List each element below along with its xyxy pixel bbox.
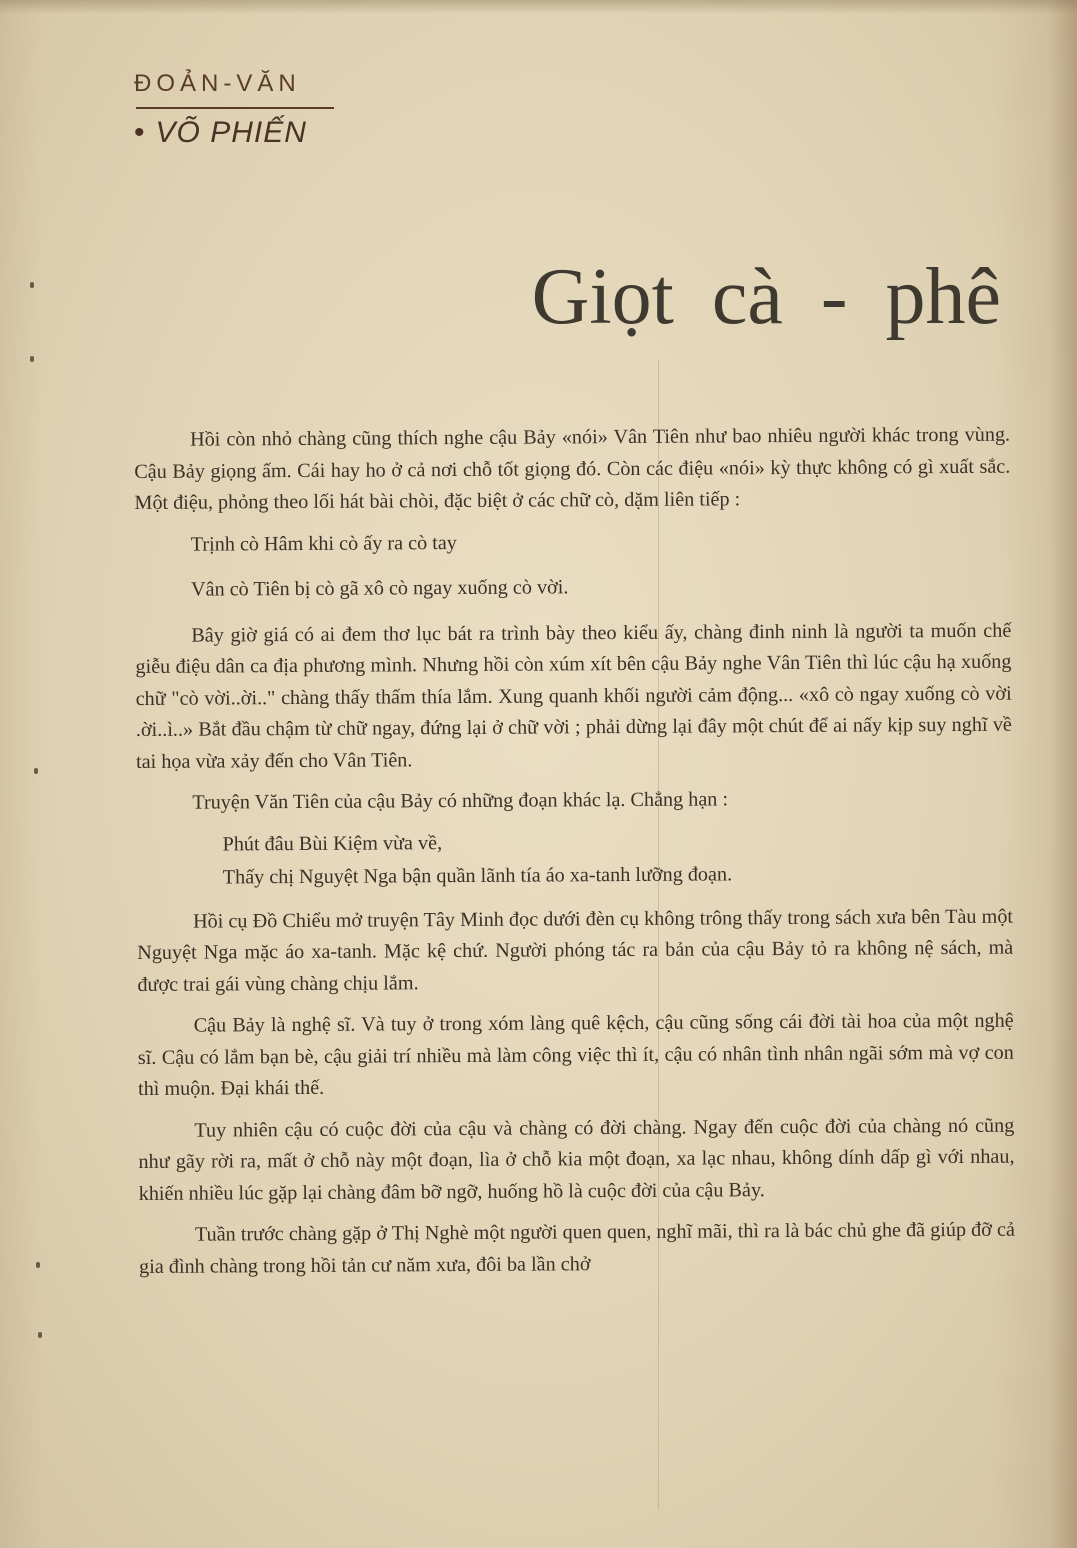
section-label: ĐOẢN-VĂN (134, 70, 301, 97)
verse-line: Vân cò Tiên bị cò gã xô cò ngay xuống cò vời. (190, 576, 569, 601)
paragraph: Hồi còn nhỏ chàng cũng thích nghe cậu Bảy «nói» Vân Tiên như bao nhiêu người khác trong vùng. Cậu Bảy giọng ấm. Cái hay ho ở cả nơi chỗ tốt giọng đó. Còn các điệu «nói» kỳ thực không có gì xuất sắc. Một điệu, phỏng theo lối hát bài chòi, đặc biệt ở các chữ cò, dặm liên tiếp : (134, 423, 1011, 514)
story-body (134, 420, 1015, 1293)
paragraph: Tuy nhiên cậu có cuộc đời của cậu và chàng có đời chàng. Ngay đến cuộc đời của chàng nó cũng như gãy rời ra, mất ở chỗ này một đoạn, lìa ở chỗ kia một đoạn, xa lạc nhau, không dính dấp gì với nhau, khiến nhiều lúc gặp lại chàng đâm bỡ ngỡ, huống hồ là cuộc đời của cậu Bảy. (138, 1114, 1015, 1205)
edge-mark (30, 282, 34, 288)
author-bullet: • (134, 116, 146, 149)
page-right-shadow (1049, 0, 1077, 1548)
paragraph: Hồi cụ Đồ Chiểu mở truyện Tây Minh đọc dưới đèn cụ không trông thấy trong sách xưa bên Tàu một Nguyệt Nga mặc áo xa-tanh. Mặc kệ chứ. Người phóng tác ra bản của cậu Bảy tỏ ra không nệ sách, mà được trai gái vùng chàng chịu lắm. (137, 905, 1014, 996)
author-byline (134, 116, 307, 150)
edge-mark (38, 1332, 42, 1338)
paragraph: Bây giờ giá có ai đem thơ lục bát ra trình bày theo kiểu ấy, chàng đinh ninh là người ta muốn chế giễu điệu dân ca địa phương mình. Nhưng hồi còn xúm xít bên cậu Bảy nghe Vân Tiên thì lúc cậu hạ xuống chữ "cò vời..ời.." chàng thấy thấm thía lắm. Xung quanh khối người cảm động... «xô cò ngay xuống cò vời .ời..ì..» Bắt đầu chậm từ chữ ngay, đứng lại ở chữ vời ; phải dừng lại đây một chút để ai nấy kịp suy nghĩ về tai họa vừa xảy đến cho Vân Tiên. (135, 619, 1012, 773)
paragraph: Cậu Bảy là nghệ sĩ. Và tuy ở trong xóm làng quê kệch, cậu cũng sống cái đời tài hoa của một nghệ sĩ. Cậu có lắm bạn bè, cậu giải trí nhiều mà làm công việc thì ít, cậu có nhân tình nhân ngãi sớm mà vợ con thì muộn. Đại khái thế. (137, 1009, 1014, 1100)
paragraph: Tuần trước chàng gặp ở Thị Nghè một người quen quen, nghĩ mãi, thì ra là bác chủ ghe đã giúp đỡ cả gia đình chàng trong hồi tản cư năm xưa, đôi ba lần chở (139, 1218, 1015, 1278)
paragraph: Truyện Văn Tiên của cậu Bảy có những đoạn khác lạ. Chẳng hạn : (192, 788, 729, 814)
page-top-shadow (0, 0, 1077, 14)
edge-mark (34, 768, 38, 774)
verse-line: Trịnh cò Hâm khi cò ấy ra cò tay (190, 531, 457, 556)
edge-mark (30, 356, 34, 362)
story-title: Giọt cà - phê (531, 253, 1001, 341)
section-divider (136, 107, 334, 109)
author-name: VÕ PHIẾN (155, 116, 307, 149)
verse-line: Thấy chị Nguyệt Nga bận quần lãnh tía áo xa-tanh lưỡng đoạn. (222, 863, 733, 889)
edge-mark (36, 1262, 40, 1268)
verse-line: Phút đâu Bùi Kiệm vừa về, (222, 831, 443, 855)
